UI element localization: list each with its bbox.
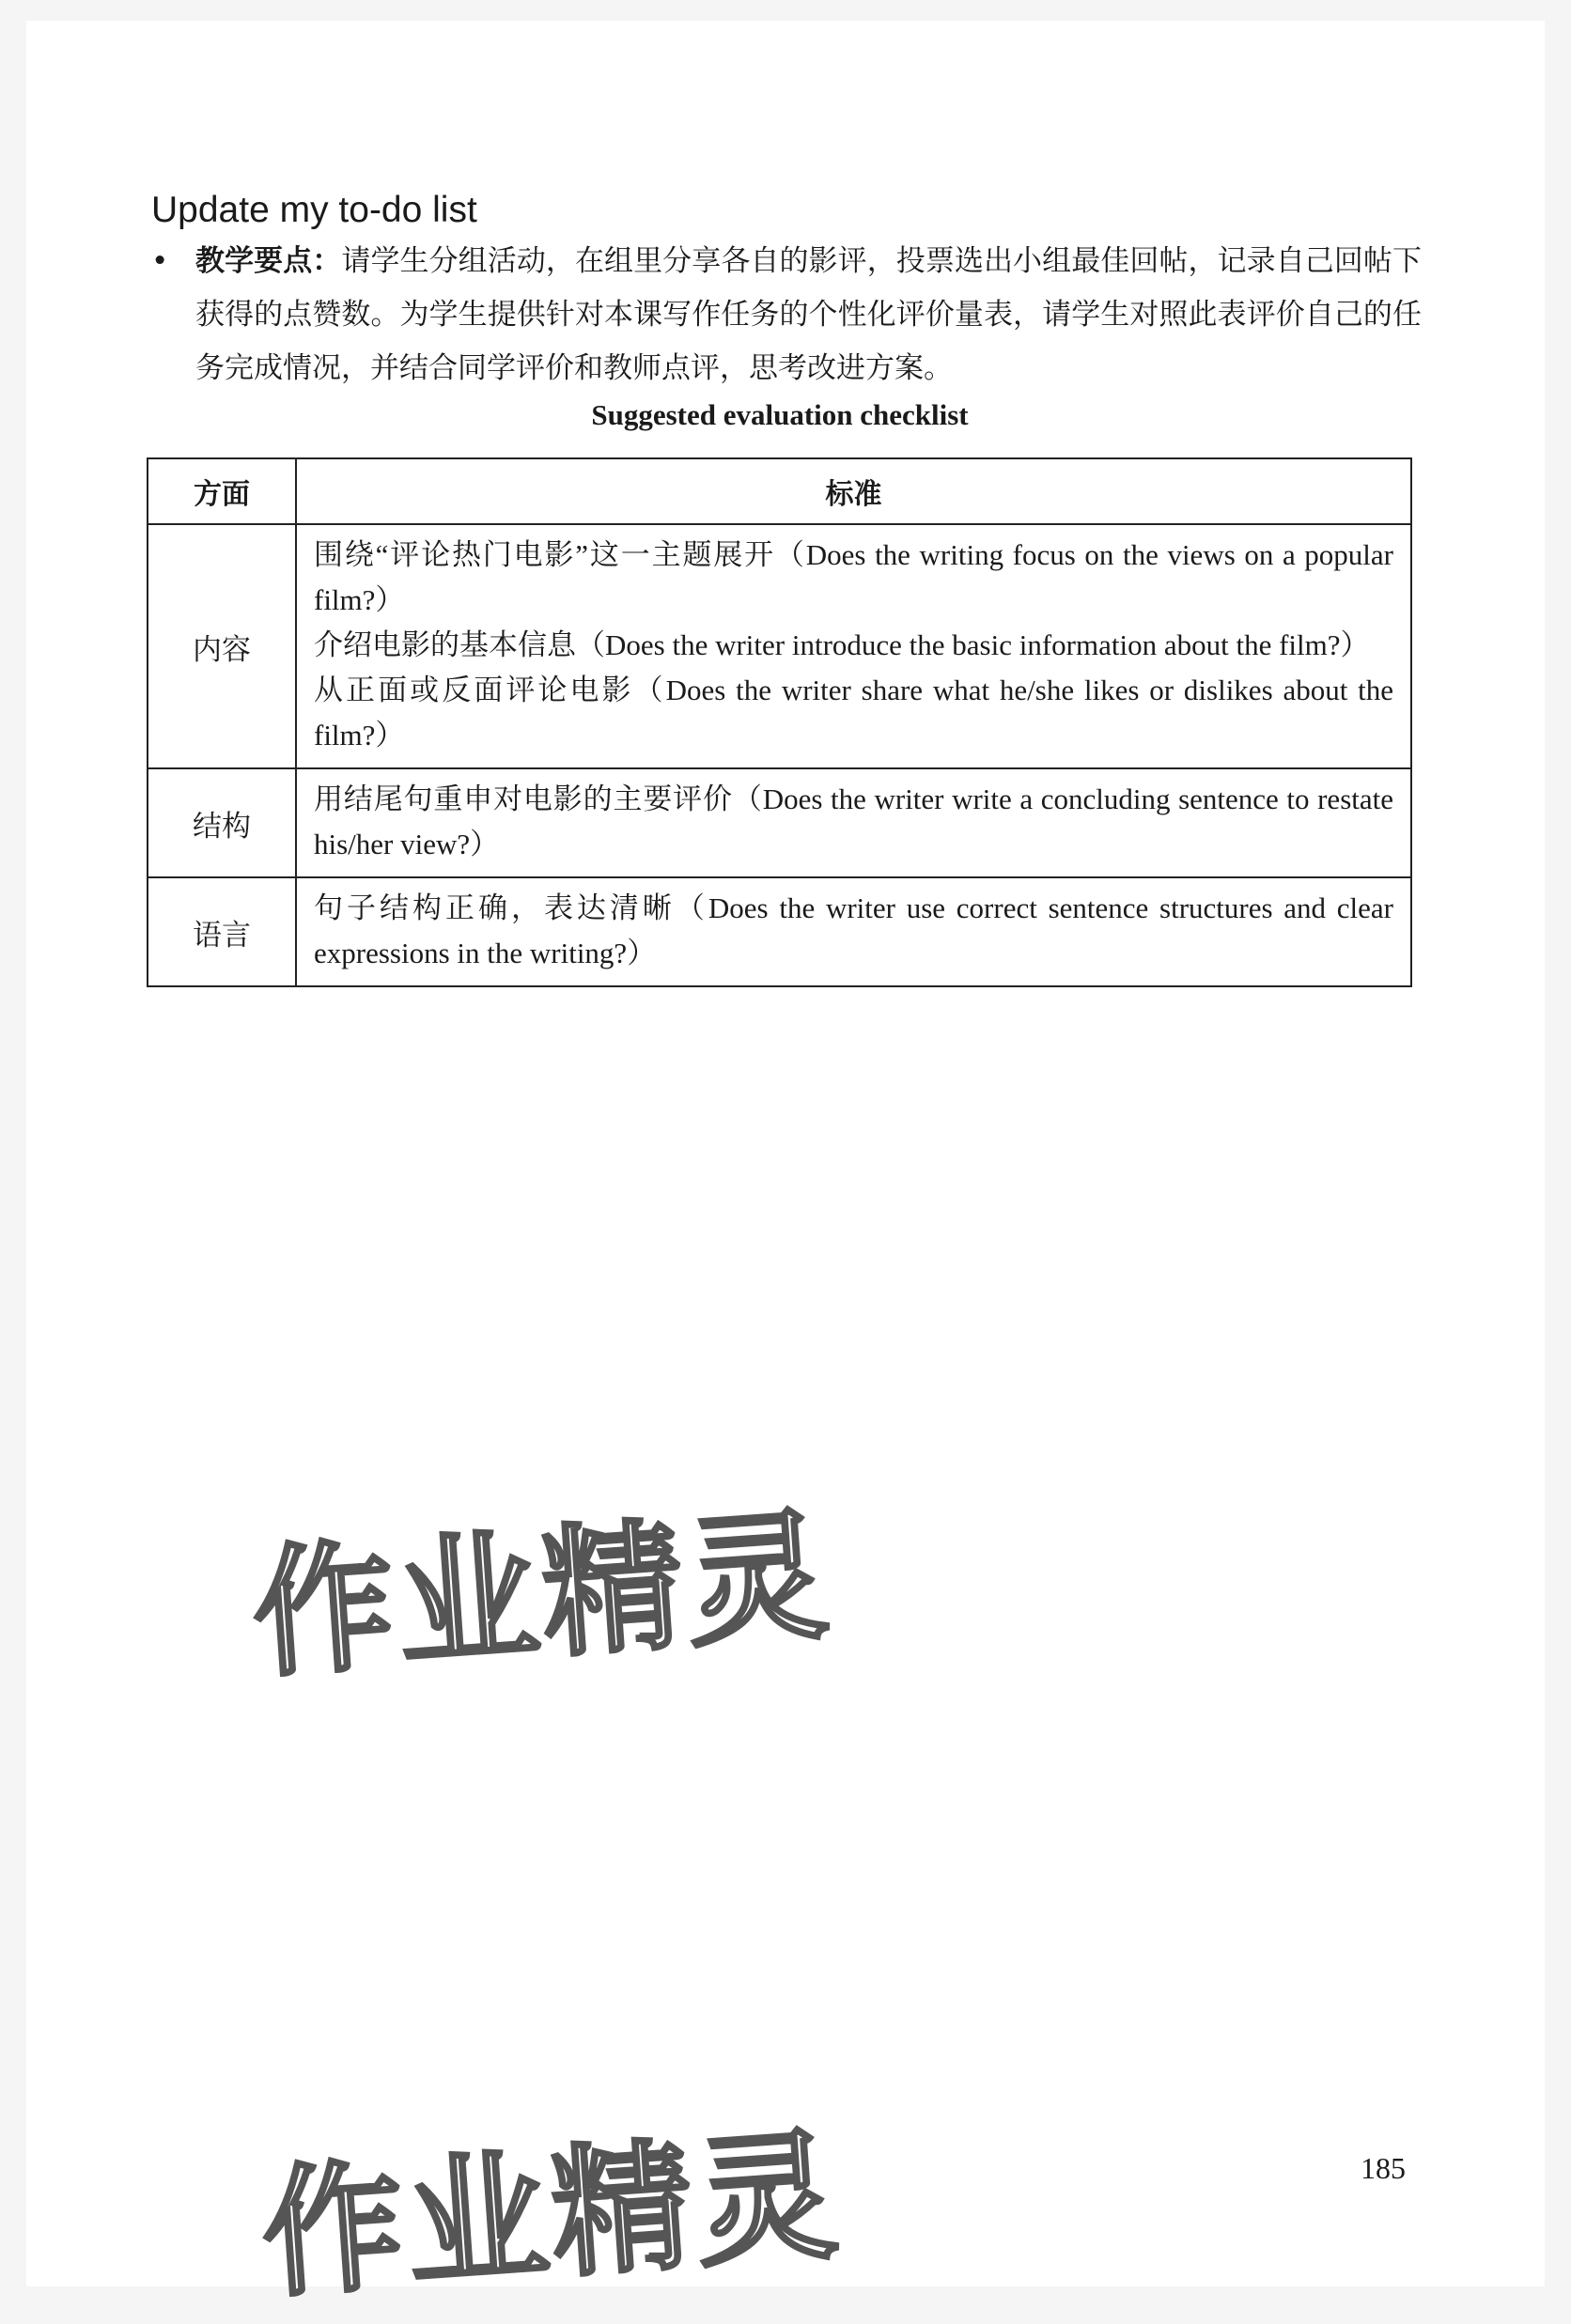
table-row [148,877,1411,986]
criteria-item: 用结尾句重申对电影的主要评价（Does the writer write a concluding sentence to restate his/her view?） [314,782,1393,860]
table-title: Suggested evaluation checklist [591,398,969,431]
table-row [148,768,1411,877]
watermark-logo: 作业精灵 [257,2114,847,2318]
document-page [26,21,1545,2318]
section-title: Update my to-do list [151,190,477,230]
bullet-text: 请学生分组活动，在组里分享各自的影评，投票选出小组最佳回帖，记录自己回帖下获得的点赞数。为学生提供针对本课写作任务的个性化评价量表，请学生对照此表评价自己的任务完成情况，并结合同学评价和教师点评，思考改进方案。 [195,244,1423,385]
bullet-dot-icon: • [151,244,169,278]
criteria-item: 句子结构正确，表达清晰（Does the writer use correct sentence structures and clear expressions in the writing?） [314,891,1393,969]
criteria-item: 从正面或反面评论电影（Does the writer share what he/she likes or dislikes about the film?） [314,674,1393,751]
criteria-cell [296,877,1411,986]
aspect-cell: 内容 [148,524,296,768]
criteria-cell [296,768,1411,877]
evaluation-checklist-table [147,457,1412,987]
page-number: 185 [1361,2151,1406,2185]
watermark-logo: 作业精灵 [247,1494,837,1698]
teaching-points-bullet [151,235,1422,395]
header-criteria: 标准 [296,458,1411,524]
table-header-row [148,458,1411,524]
table-row [148,524,1411,768]
criteria-item: 围绕“评论热门电影”这一主题展开（Does the writing focus on the views on a popular film?） [314,538,1393,616]
criteria-item: 介绍电影的基本信息（Does the writer introduce the basic information about the film?） [314,628,1370,661]
aspect-cell: 结构 [148,768,296,877]
criteria-cell [296,524,1411,768]
header-aspect: 方面 [148,458,296,524]
bullet-label: 教学要点： [195,244,342,278]
bullet-paragraph [195,235,1422,395]
aspect-cell: 语言 [148,877,296,986]
